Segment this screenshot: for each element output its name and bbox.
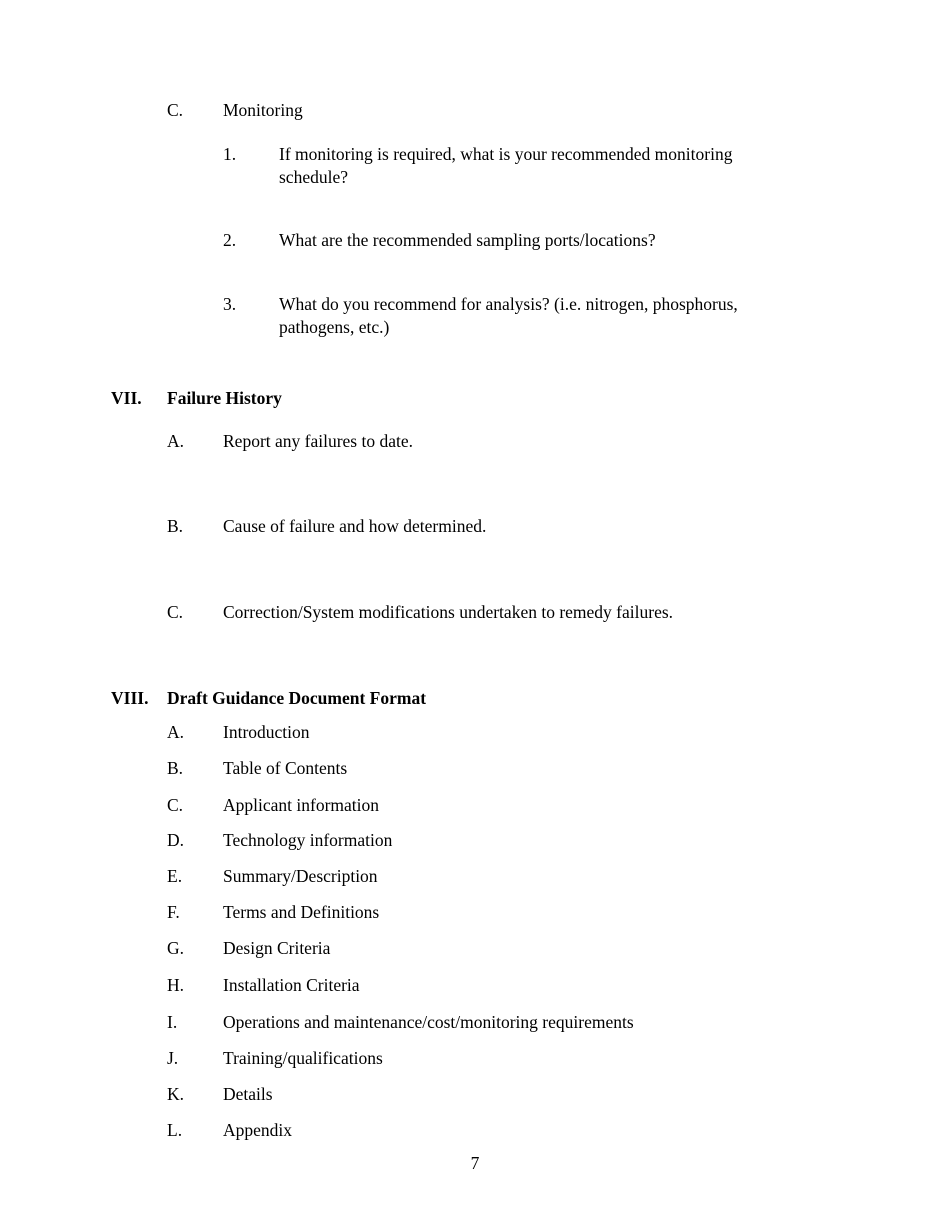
- subsection-letter: C.: [167, 100, 184, 120]
- list-item-text: Details: [223, 1084, 273, 1104]
- item-text: What are the recommended sampling ports/locations?: [279, 230, 656, 250]
- list-item-text: Introduction: [223, 722, 310, 742]
- list-item-text: Design Criteria: [223, 938, 331, 958]
- item-number: 1.: [223, 144, 237, 164]
- list-item-letter: B.: [167, 516, 184, 536]
- list-item-text: Report any failures to date.: [223, 431, 414, 451]
- item-text: If monitoring is required, what is your recommended monitoring schedule?: [279, 144, 733, 187]
- item-text: What do you recommend for analysis? (i.e. nitrogen, phosphorus, pathogens, etc.): [279, 294, 738, 337]
- list-item-letter: B.: [167, 758, 184, 778]
- list-item-letter: A.: [167, 722, 185, 742]
- list-item-letter: C.: [167, 602, 184, 622]
- subsection-title: Monitoring: [223, 100, 303, 120]
- list-item-letter: C.: [167, 795, 184, 815]
- list-item-text: Technology information: [223, 830, 393, 850]
- list-item-letter: A.: [167, 431, 185, 451]
- list-item-letter: I.: [167, 1012, 178, 1032]
- list-item-letter: F.: [167, 902, 180, 922]
- list-item-text: Summary/Description: [223, 866, 378, 886]
- section-numeral: VII.: [111, 388, 142, 408]
- section-heading: Failure History: [167, 388, 282, 408]
- section-numeral: VIII.: [111, 688, 149, 708]
- page-number: 7: [470, 1153, 480, 1173]
- list-item-text: Operations and maintenance/cost/monitoring requirements: [223, 1012, 634, 1032]
- list-item-letter: J.: [167, 1048, 179, 1068]
- list-item-letter: G.: [167, 938, 185, 958]
- list-item-letter: E.: [167, 866, 183, 886]
- list-item-text: Applicant information: [223, 795, 380, 815]
- list-item-text: Correction/System modifications undertaken to remedy failures.: [223, 602, 674, 622]
- list-item-letter: K.: [167, 1084, 185, 1104]
- list-item-text: Cause of failure and how determined.: [223, 516, 487, 536]
- list-item-text: Appendix: [223, 1120, 293, 1140]
- list-item-text: Training/qualifications: [223, 1048, 383, 1068]
- list-item-letter: D.: [167, 830, 185, 850]
- item-number: 2.: [223, 230, 237, 250]
- list-item-text: Terms and Definitions: [223, 902, 380, 922]
- item-number: 3.: [223, 294, 237, 314]
- list-item-letter: H.: [167, 975, 185, 995]
- section-heading: Draft Guidance Document Format: [167, 688, 427, 708]
- list-item-letter: L.: [167, 1120, 183, 1140]
- list-item-text: Table of Contents: [223, 758, 348, 778]
- list-item-text: Installation Criteria: [223, 975, 360, 995]
